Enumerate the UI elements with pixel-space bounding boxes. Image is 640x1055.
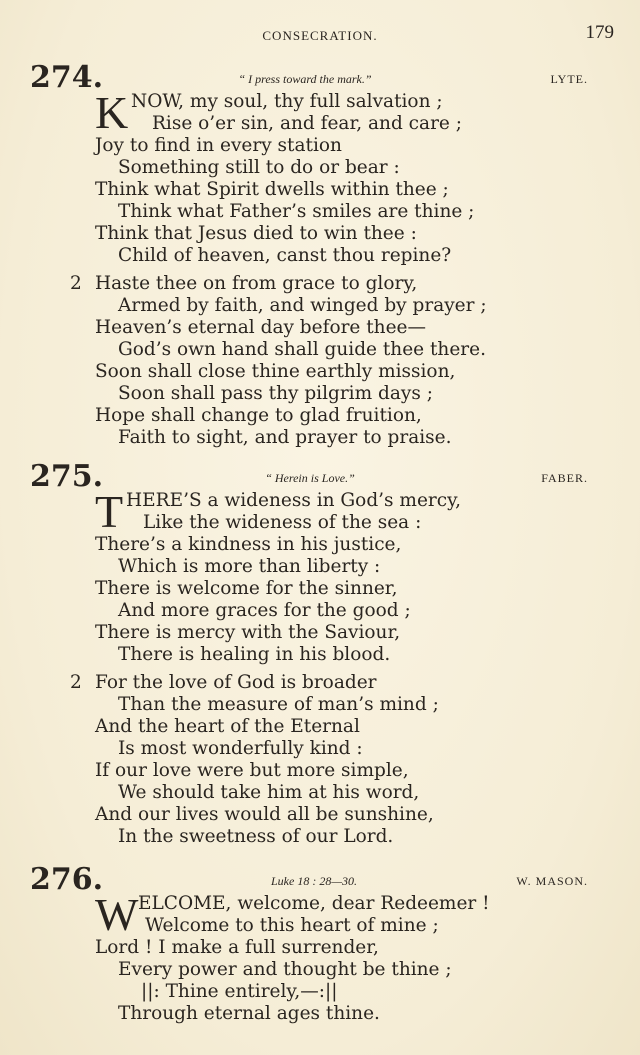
verse-line: Think that Jesus died to win thee : — [95, 223, 417, 244]
verse-line: There is healing in his blood. — [118, 644, 391, 665]
hymn-number: 275. — [30, 459, 104, 494]
verse-1 — [95, 486, 640, 666]
verse-line: And the heart of the Eternal — [95, 716, 360, 737]
verse-line: We should take him at his word, — [118, 782, 420, 803]
verse-line: And our lives would all be sunshine, — [95, 804, 434, 825]
hymn-275 — [0, 461, 640, 848]
verse-number: 2 — [70, 273, 82, 294]
verse-line: Child of heaven, canst thou repine? — [118, 245, 452, 266]
verse-line: Like the wideness of the sea : — [143, 512, 422, 533]
hymn-number: 276. — [30, 862, 104, 897]
hymn-274 — [0, 62, 640, 449]
verse-line: NOW, my soul, thy full salvation ; — [131, 91, 443, 112]
verse-line: Than the measure of man’s mind ; — [118, 694, 439, 715]
hymn-motto: “ Herein is Love.” — [265, 471, 355, 485]
verse-line: Is most wonderfully kind : — [118, 738, 363, 759]
verse-line: Every power and thought be thine ; — [118, 959, 452, 980]
verse-line: And more graces for the good ; — [118, 600, 411, 621]
verse-line: Heaven’s eternal day before thee— — [95, 317, 426, 338]
verse-line: Through eternal ages thine. — [118, 1003, 380, 1024]
verse-line: In the sweetness of our Lord. — [118, 826, 394, 847]
verse-number: 2 — [70, 672, 82, 693]
scripture-book: Luke — [271, 874, 295, 888]
verse-line: For the love of God is broader — [95, 672, 377, 693]
dropcap: T — [95, 486, 124, 537]
verse-line: Hope shall change to glad fruition, — [95, 405, 422, 426]
verse-1 — [95, 87, 640, 267]
verse-line: Which is more than liberty : — [118, 556, 381, 577]
verse-line: HERE’S a wideness in God’s mercy, — [126, 490, 461, 511]
verse-line: Think what Spirit dwells within thee ; — [95, 179, 449, 200]
dropcap: K — [95, 87, 129, 138]
hymn-number: 274. — [30, 60, 104, 95]
scripture-reference: 18 : 28—30. — [297, 874, 357, 888]
verse-line: There’s a kindness in his justice, — [95, 534, 402, 555]
verse-line: Soon shall close thine earthly mission, — [95, 361, 456, 382]
running-head: CONSECRATION. — [262, 28, 378, 43]
hymn-motto: “ I press toward the mark.” — [238, 72, 372, 86]
verse-2 — [70, 273, 640, 449]
verse-line: There is mercy with the Saviour, — [95, 622, 401, 643]
verse-1 — [95, 889, 640, 1025]
hymn-276 — [0, 864, 640, 1025]
verse-line: Soon shall pass thy pilgrim days ; — [118, 383, 433, 404]
verse-line: Something still to do or bear : — [118, 157, 400, 178]
verse-line: God’s own hand shall guide thee there. — [118, 339, 486, 360]
verse-line: Haste thee on from grace to glory, — [95, 273, 418, 294]
page-number: 179 — [585, 22, 614, 43]
verse-line: Faith to sight, and prayer to praise. — [118, 427, 452, 448]
verse-line: Rise o’er sin, and fear, and care ; — [152, 113, 462, 134]
verse-line: Lord ! I make a full surrender, — [95, 937, 379, 958]
verse-line: Joy to find in every station — [95, 135, 342, 156]
dropcap: W — [95, 889, 139, 940]
verse-line: There is welcome for the sinner, — [95, 578, 398, 599]
hymn-author: W. MASON. — [516, 874, 588, 888]
hymn-author: LYTE. — [550, 72, 588, 86]
verse-line: ||: Thine entirely,—:|| — [141, 981, 338, 1002]
verse-line: If our love were but more simple, — [95, 760, 409, 781]
verse-line: Armed by faith, and winged by prayer ; — [118, 295, 487, 316]
hymn-author: FABER. — [541, 471, 588, 485]
verse-line: ELCOME, welcome, dear Redeemer ! — [138, 893, 490, 914]
verse-line: Welcome to this heart of mine ; — [145, 915, 439, 936]
verse-line: Think what Father’s smiles are thine ; — [118, 201, 475, 222]
verse-2 — [70, 672, 640, 848]
